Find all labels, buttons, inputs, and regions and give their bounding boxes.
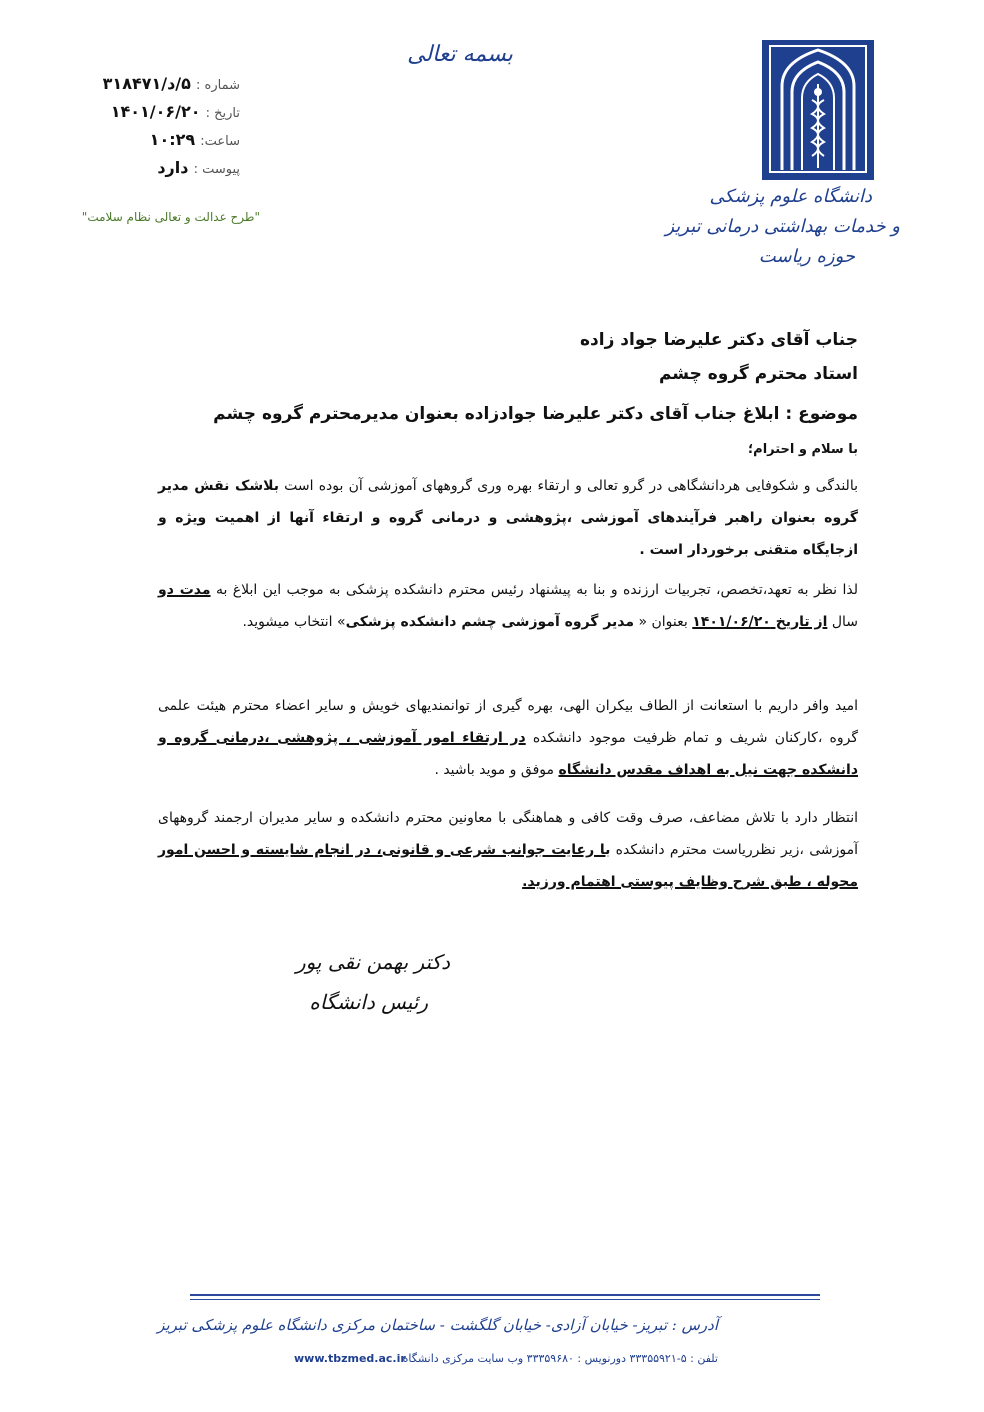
addressee-name: جناب آقای دکتر علیرضا جواد زاده	[579, 330, 858, 350]
footer-divider-thin	[190, 1299, 820, 1300]
p1-bold-text: بلاشک نقش مدیر گروه بعنوان راهبر فرآیندهای آموزشی ،پژوهشی و درمانی گروه و ارتقاء آنها از اهمیت ویژه و ازجایگاه متقنی برخوردار است .	[158, 478, 858, 558]
letter-subject: موضوع : ابلاغ جناب آقای دکتر علیرضا جوادزاده بعنوان مدیرمحترم گروه چشم	[213, 404, 858, 424]
paragraph-4	[158, 802, 858, 898]
footer-divider	[190, 1294, 820, 1296]
signature-name: دکتر بهمن نقی پور	[295, 950, 450, 974]
signature-title: رئیس دانشگاه	[309, 990, 428, 1014]
p1-text: بالندگی و شکوفایی هردانشگاهی در گرو تعالی و ارتقاء بهره وری گروههای آموزشی آن بوده است	[279, 478, 858, 494]
p2-duration: مدت دو	[158, 582, 211, 598]
p2-text-a: لذا نظر به تعهد،تخصص، تجربیات ارزنده و بنا به پیشنهاد رئیس محترم دانشکده پزشکی به موجب این ابلاغ به	[210, 582, 858, 598]
time-value: ۱۰:۲۹	[149, 130, 196, 149]
university-line2: و خدمات بهداشتی درمانی تبریز	[665, 216, 900, 237]
bismillah-heading: بسمه تعالی	[407, 42, 513, 67]
paragraph-1	[158, 470, 858, 566]
university-line3: حوزه ریاست	[758, 246, 855, 267]
p2-position: مدیر گروه آموزشی چشم دانشکده پزشکی	[345, 614, 635, 630]
p2-text-c: سال	[827, 614, 858, 630]
footer-address: آدرس : تبریز- خیابان آزادی- خیابان گلگشت - ساختمان مرکزی دانشگاه علوم پزشکی تبریز	[157, 1316, 718, 1334]
university-line1: دانشگاه علوم پزشکی	[709, 186, 872, 207]
greeting: با سلام و احترام؛	[747, 442, 858, 457]
p4-text-a: انتظار دارد با تلاش مضاعف، صرف وقت کافی و هماهنگی با معاونین محترم دانشکده و سایر مدیران ارجمند گروههای آموزشی ،زیر نظرریاست محترم دانشکده	[158, 810, 858, 858]
p3-text-a: امید وافر داریم با استعانت از الطاف بیکران الهی، بهره گیری از توانمندیهای خویش و سایر اعضاء محترم هیئت علمی گروه ،کارکنان شریف و تمام ظرفیت موجود دانشکده	[158, 698, 858, 746]
letter-date	[40, 98, 240, 126]
p2-text-e: بعنوان «	[634, 614, 693, 630]
letter-attachment	[40, 154, 240, 182]
number-label: شماره :	[196, 78, 240, 93]
footer-website-link[interactable]: www.tbzmed.ac.ir	[294, 1352, 406, 1365]
p2-text-g: » انتخاب میشوید.	[242, 614, 346, 630]
paragraph-3	[158, 690, 858, 786]
number-value: ۵/د/۳۱۸۴۷۱	[102, 74, 191, 93]
p3-bold-text: در ارتقاء امور آموزشی ، پژوهشی ،درمانی گروه و دانشکده جهت نیل به اهداف مقدس دانشگاه	[158, 730, 858, 778]
time-label: ساعت:	[200, 134, 240, 149]
letter-meta	[40, 70, 240, 182]
university-name	[665, 182, 900, 272]
p3-text-c: موفق و موید باشید .	[434, 762, 559, 778]
attachment-value: دارد	[157, 158, 189, 177]
p4-bold-text: با رعایت جوانب شرعی و قانونی، در انجام شایسته و احسن امور محوله ، طبق شرح وظایف پیوستی اهتمام ورزید.	[158, 842, 858, 890]
date-label: تاریخ :	[205, 106, 240, 121]
attachment-label: پیوست :	[193, 162, 240, 177]
p2-start-date: از تاریخ ۱۴۰۱/۰۶/۲۰	[692, 614, 828, 630]
addressee-title: استاد محترم گروه چشم	[658, 364, 858, 384]
footer-phone: تلفن : ۵-۳۳۳۵۵۹۲۱ دورنویس : ۳۳۳۵۹۶۸۰ وب سایت مرکزی دانشگاه	[402, 1352, 718, 1365]
letter-time	[40, 126, 240, 154]
date-value: ۱۴۰۱/۰۶/۲۰	[110, 102, 201, 121]
slogan: "طرح عدالت و تعالی نظام سلامت"	[81, 210, 260, 224]
paragraph-2	[158, 574, 858, 638]
signature	[290, 942, 450, 1022]
university-logo	[762, 40, 874, 180]
letter-number	[40, 70, 240, 98]
